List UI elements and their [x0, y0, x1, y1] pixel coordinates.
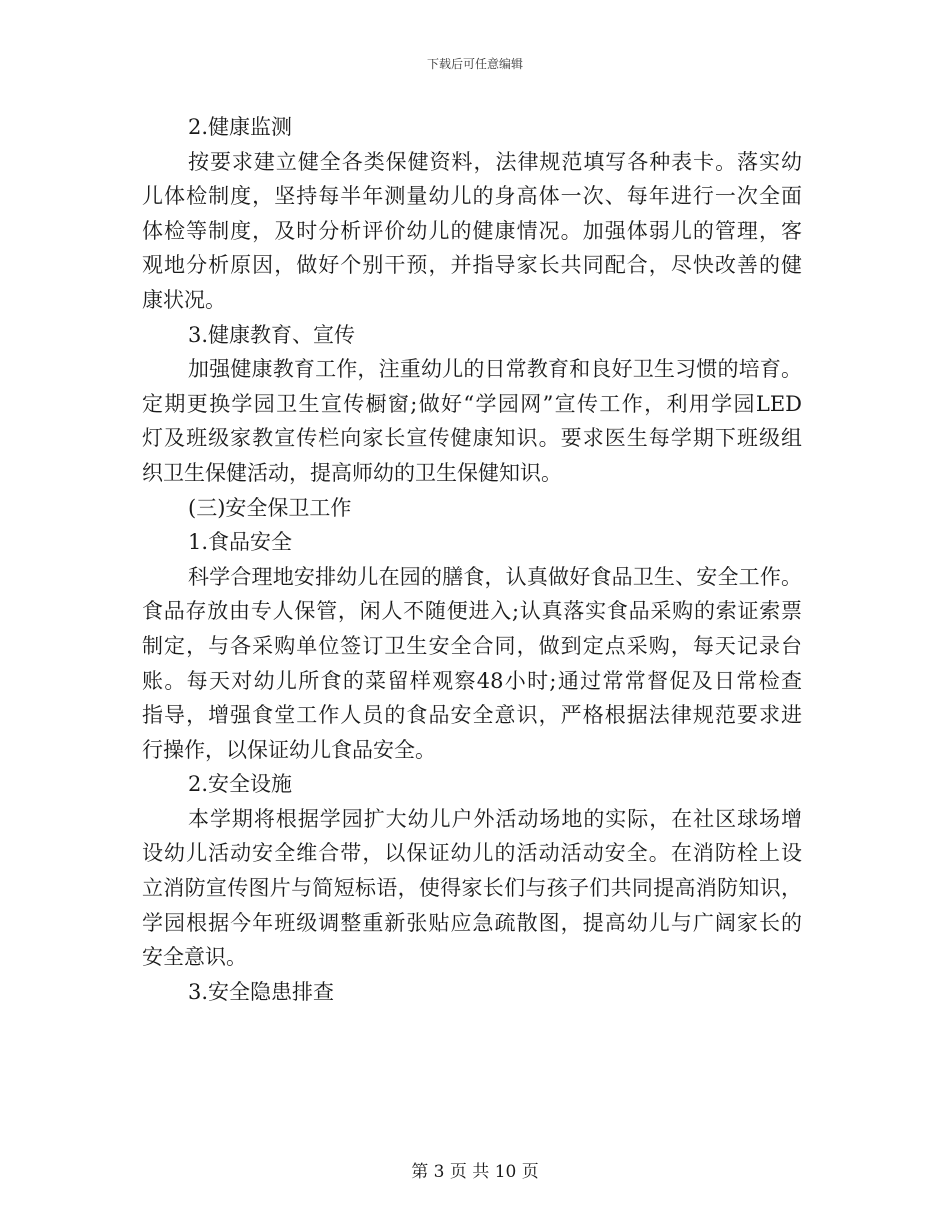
paragraph-line: 体检等制度，及时分析评价幼儿的健康情况。加强体弱儿的管理，客	[142, 218, 802, 243]
paragraph-line: 行操作，以保证幼儿食品安全。	[142, 737, 436, 762]
paragraph-line: 立消防宣传图片与简短标语，使得家长们与孩子们共同提高消防知识，	[142, 876, 802, 901]
page-header: 下载后可任意编辑	[426, 57, 523, 71]
paragraph-line: 按要求建立健全各类保健资料，法律规范填写各种表卡。落实幼	[188, 149, 802, 174]
paragraph-line: 设幼儿活动安全维合带，以保证幼儿的活动活动安全。在消防栓上设	[142, 841, 802, 866]
section-heading: 1.食品安全	[188, 530, 293, 555]
paragraph-line: 灯及班级家教宣传栏向家长宣传健康知识。要求医生每学期下班级组	[142, 426, 802, 451]
paragraph-line: 观地分析原因，做好个别干预，并指导家长共同配合，尽快改善的健	[142, 253, 802, 278]
section-heading: 3.安全隐患排查	[188, 979, 335, 1004]
paragraph-line: 定期更换学园卫生宣传橱窗;做好“学园网”宣传工作，利用学园LED	[142, 391, 802, 416]
paragraph-line: 织卫生保健活动，提高师幼的卫生保健知识。	[142, 460, 562, 485]
paragraph-line: 制定，与各采购单位签订卫生安全合同，做到定点采购，每天记录台	[142, 633, 802, 658]
paragraph-line: 安全意识。	[142, 945, 247, 970]
paragraph-line: 本学期将根据学园扩大幼儿户外活动场地的实际，在社区球场增	[188, 806, 802, 831]
page-footer: 第 3 页 共 10 页	[411, 1162, 539, 1182]
section-heading: (三)安全保卫工作	[188, 495, 352, 520]
section-heading: 2.安全设施	[188, 772, 293, 797]
paragraph-line: 账。每天对幼儿所食的菜留样观察48小时;通过常常督促及日常检查	[142, 668, 802, 693]
paragraph-line: 指导，增强食堂工作人员的食品安全意识，严格根据法律规范要求进	[142, 703, 802, 728]
section-heading: 3.健康教育、宣传	[188, 322, 356, 347]
paragraph-line: 学园根据今年班级调整重新张贴应急疏散图，提高幼儿与广阔家长的	[142, 910, 802, 935]
section-heading: 2.健康监测	[188, 115, 293, 139]
paragraph-line: 食品存放由专人保管，闲人不随便进入;认真落实食品采购的索证索票	[142, 599, 802, 624]
paragraph-line: 科学合理地安排幼儿在园的膳食，认真做好食品卫生、安全工作。	[188, 564, 802, 589]
paragraph-line: 儿体检制度，坚持每半年测量幼儿的身高体一次、每年进行一次全面	[142, 184, 802, 209]
document-body	[142, 110, 802, 1009]
paragraph-line: 康状况。	[142, 287, 226, 312]
paragraph-line: 加强健康教育工作，注重幼儿的日常教育和良好卫生习惯的培育。	[188, 357, 802, 382]
